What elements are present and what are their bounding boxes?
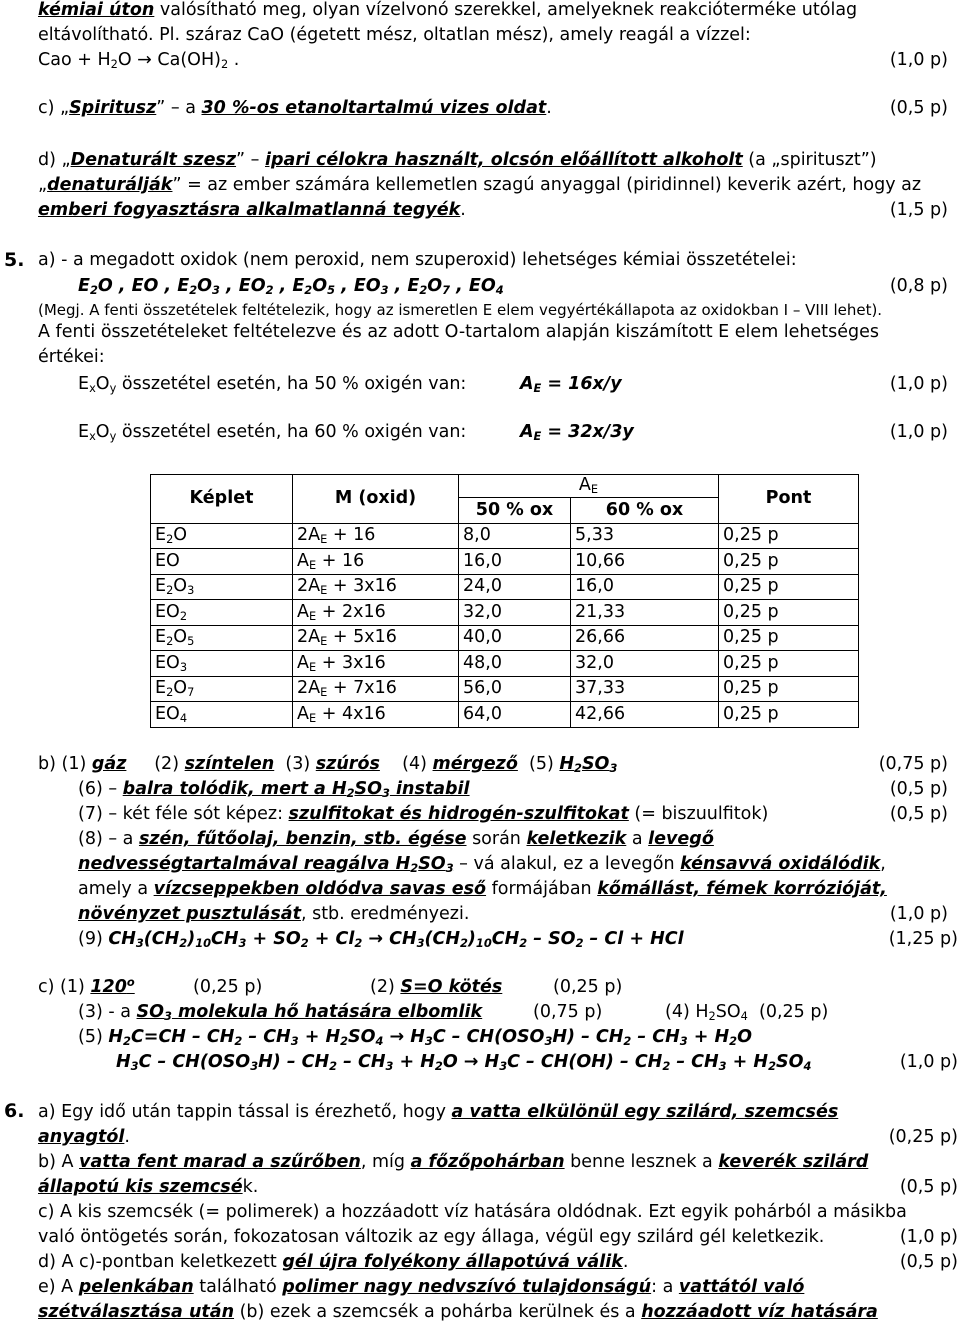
points-label: (0,5 p) [899,1252,958,1272]
header-60: 60 % ox [571,498,719,524]
answer-6b-line: b) A vatta fent marad a szűrőben, míg a főzőpohárban benne lesznek a keverék szilárd [38,1152,869,1172]
table-row: $E_2O_3$ $2A_E + 3x16$ 24,0 16,0 0,25 p [151,574,859,600]
answer-d-line: d) „Denaturált szesz” – ipari célokra használt, olcsón előállított alkoholt (a „spirituszt”) [38,150,877,170]
points-label: (0,75 p) [878,754,948,774]
table-row: $EO_4$ $A_E + 4x16$ 64,0 42,66 0,25 p [151,702,859,728]
question-5a-text: a) - a megadott oxidok (nem peroxid, nem szuperoxid) lehetséges kémiai összetételei: [38,250,797,270]
points-label: (1,0 p) [889,422,948,442]
points-label: (0,25 p) [888,1127,958,1147]
table-row: $EO_2$ $A_E + 2x16$ 32,0 21,33 0,25 p [151,600,859,626]
calc-line-60: $E_xO_y$ összetétel esetén, ha 60 % oxigén van: [78,422,467,443]
answer-c-line: (3) - a $SO_3$ molekula hő hatására elbomlik [78,1002,483,1023]
answer-b-line: (7) – két féle sót képez: szulfitokat és hidrogén-szulfitokat (= biszuulfitok) [78,804,769,824]
points-label: (1,5 p) [889,200,948,220]
table-row: $E_2O_7$ $2A_E + 7x16$ 56,0 37,33 0,25 p [151,676,859,702]
table-row: $E_2O$ $2A_E + 16$ 8,0 5,33 0,25 p [151,523,859,549]
answer-c-line: (4) $H_2SO_4$ (0,25 p) [665,1002,829,1023]
answer-d-line: „denaturálják” = az ember számára kellemetlen szagú anyaggal (piridinnel) keverik azért, hogy az [38,175,922,195]
calc-result-60: $A_E = 32x/3y$ [520,422,634,443]
table-row: EO $A_E + 16$ 16,0 10,66 0,25 p [151,549,859,575]
points-label: (1,0 p) [889,50,948,70]
answer-6e-line: e) A pelenkában található polimer nagy nedvszívó tulajdonságú: a vattától való [38,1277,805,1297]
points-label: (0,5 p) [889,98,948,118]
paragraph-line: A fenti összetételeket feltételezve és az adott O-tartalom alapján kiszámított E elem lehetséges [38,322,880,342]
header-ae: $A_E$ [459,475,719,498]
answer-c-equation: $H_3C - CH(OSO_3H) - CH_2 - CH_3 + H_2O \to H_3C - CH(OH) - CH_2 - CH_3 + H_2SO_4$ [116,1052,812,1073]
answer-b-line: növényzet pusztulását, stb. eredményezi. [78,904,470,924]
answer-b-equation: (9) $CH_3(CH_2)_{10}CH_3 + SO_2 + Cl_2 \to CH_3(CH_2)_{10}CH_2 - SO_2 - Cl$ + HCl [78,929,684,950]
note: (Megj. A fenti összetételek feltételezik, hogy az ismeretlen E elem vegyértékállapota az oxidokban I – VIII lehet). [38,301,883,319]
answer-b-line: amely a vízcseppekben oldódva savas eső formájában kőmállást, fémek korrózióját, [78,879,887,899]
points-label: (0,5 p) [889,779,948,799]
answer-6e-line: szétválasztása után (b) ezek a szemcsék a pohárba kerülnek és a hozzáadott víz hatására [38,1302,878,1322]
points-label: (1,0 p) [899,1052,958,1072]
header-pont: Pont [719,475,859,524]
question-number: 6. [4,1100,25,1122]
paragraph-line: eltávolítható. Pl. száraz CaO (égetett mész, oltatlan mész), amely reagál a vízzel: [38,25,751,45]
answer-6a-line: anyagtól. [38,1127,130,1147]
points-label: (0,5 p) [889,804,948,824]
question-number: 5. [4,249,25,271]
answer-c-equation: (5) $H_2C=CH - CH_2 - CH_3 + H_2SO_4 \to H_3C - CH(OSO_3H) - CH_2 - CH_3 + H_2O$ [78,1027,752,1048]
oxide-formulas: $E_2O$ , EO , $E_2O_3$ , $EO_2$ , $E_2O_5$ , $EO_3$ , $E_2O_7$ , $EO_4$ [78,276,504,297]
answer-6b-line: állapotú kis szemcsék. [38,1177,259,1197]
header-m-oxid: M (oxid) [293,475,459,524]
points-label: (0,75 p) [533,1002,603,1022]
answer-c-line: c) (1) 120$^o$ [38,974,135,997]
header-50: 50 % ox [459,498,571,524]
points-label: (0,25 p) [193,977,263,997]
oxide-table [150,474,859,728]
answer-6c-line: c) A kis szemcsék (= polimerek) a hozzáadott víz hatására oldódnak. Ezt egyik pohárból a másikba [38,1202,907,1222]
answer-6a-line: a) Egy idő után tappin tással is érezhető, hogy a vatta elkülönül egy szilárd, szemcsés [38,1102,839,1122]
answer-b-line: (8) – a szén, fűtőolaj, benzin, stb. égése során keletkezik a levegő [78,829,714,849]
calc-line-50: $E_xO_y$ összetétel esetén, ha 50 % oxigén van: [78,374,467,395]
paragraph-line: kémiai úton valósítható meg, olyan vízelvonó szerekkel, amelyeknek reakciótermékе utólag [38,0,858,20]
points-label: (0,5 p) [899,1177,958,1197]
points-label: (0,8 p) [889,276,948,296]
points-label: (0,25 p) [553,977,623,997]
calc-result-50: $A_E = 16x/y$ [520,374,622,395]
points-label: (1,0 p) [899,1227,958,1247]
table-row: $EO_3$ $A_E + 3x16$ 48,0 32,0 0,25 p [151,651,859,677]
answer-c-line: (2) S=O kötés [370,977,503,997]
header-keplet: Képlet [151,475,293,524]
paragraph-line: értékei: [38,347,105,367]
answer-b-line: (6) – balra tolódik, mert a $H_2SO_3$ instabil [78,779,470,800]
answer-6d-line: d) A c)-pontban keletkezett gél újra folyékony állapotúvá válik. [38,1252,629,1272]
points-label: (1,0 p) [889,904,948,924]
table-row: $E_2O_5$ $2A_E + 5x16$ 40,0 26,66 0,25 p [151,625,859,651]
answer-6c-line: való öntögetés során, fokozatosan változik az egy állaga, végül egy szilárd gél keletkezik. [38,1227,825,1247]
answer-b-line: b) (1) gáz (2) színtelen (3) szúrós (4) mérgező (5) $H_2SO_3$ [38,754,618,775]
answer-d-line: emberi fogyasztásra alkalmatlanná tegyék. [38,200,466,220]
points-label: (1,25 p) [888,929,958,949]
points-label: (1,0 p) [889,374,948,394]
answer-c-line: c) „Spiritusz” – a 30 %-os etanoltartalmú vizes oldat. [38,98,552,118]
answer-b-line: nedvességtartalmával reagálva $H_2SO_3$ – vá alakul, ez a levegőn kénsavvá oxidálódik, [78,854,886,875]
equation-line: Cao + $H_2O \to Ca(OH)_2$ . [38,50,240,71]
